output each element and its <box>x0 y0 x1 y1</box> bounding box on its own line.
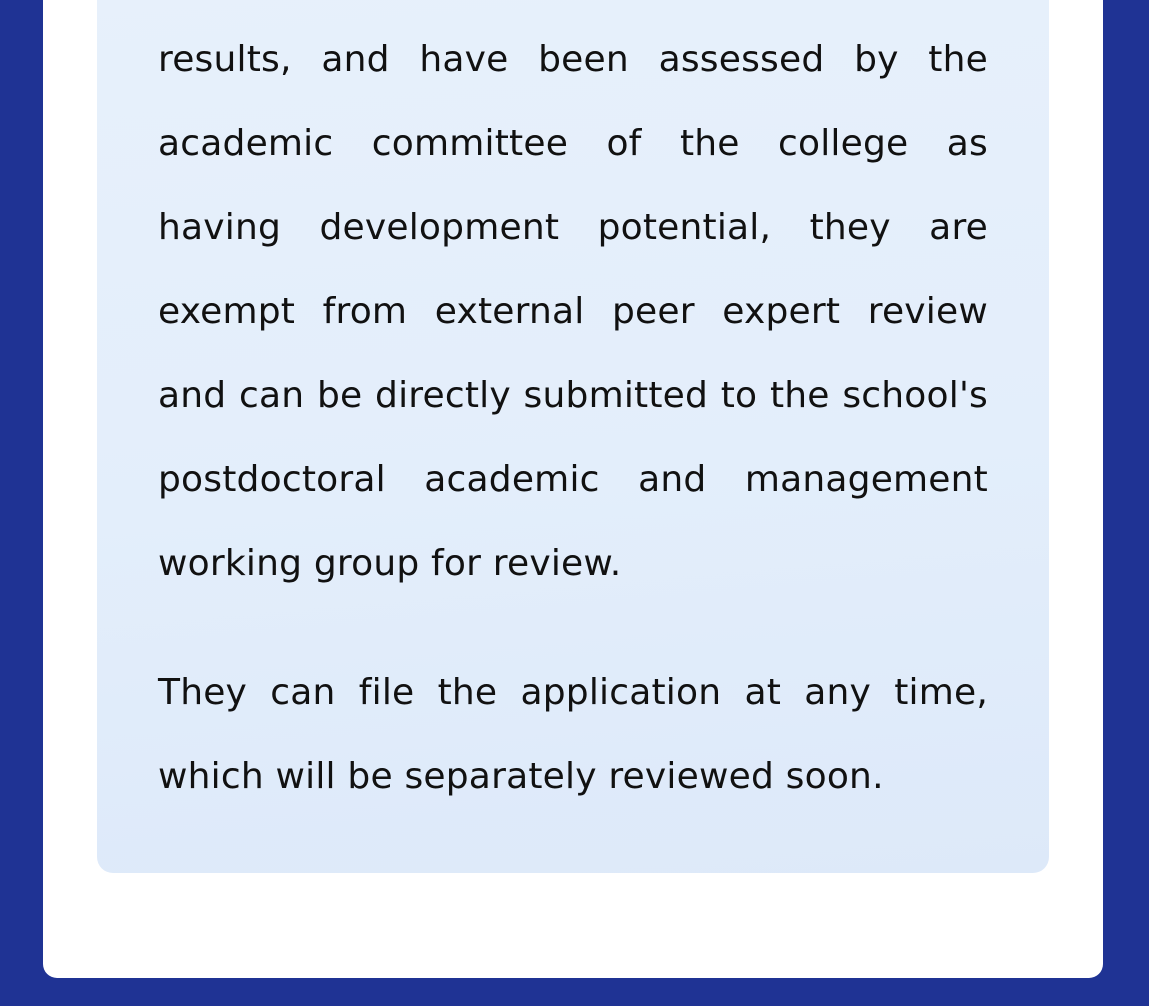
info-box <box>97 0 1049 873</box>
body-paragraph: results, and have been assessed by the academic committee of the college as having development potential, they are exempt from external peer expert review and can be directly submitted to the school's postdoctoral academic and management working group for review. <box>158 39 988 584</box>
content-card <box>43 0 1103 978</box>
body-paragraph: They can file the application at any time, which will be separately reviewed soon. <box>158 672 988 797</box>
